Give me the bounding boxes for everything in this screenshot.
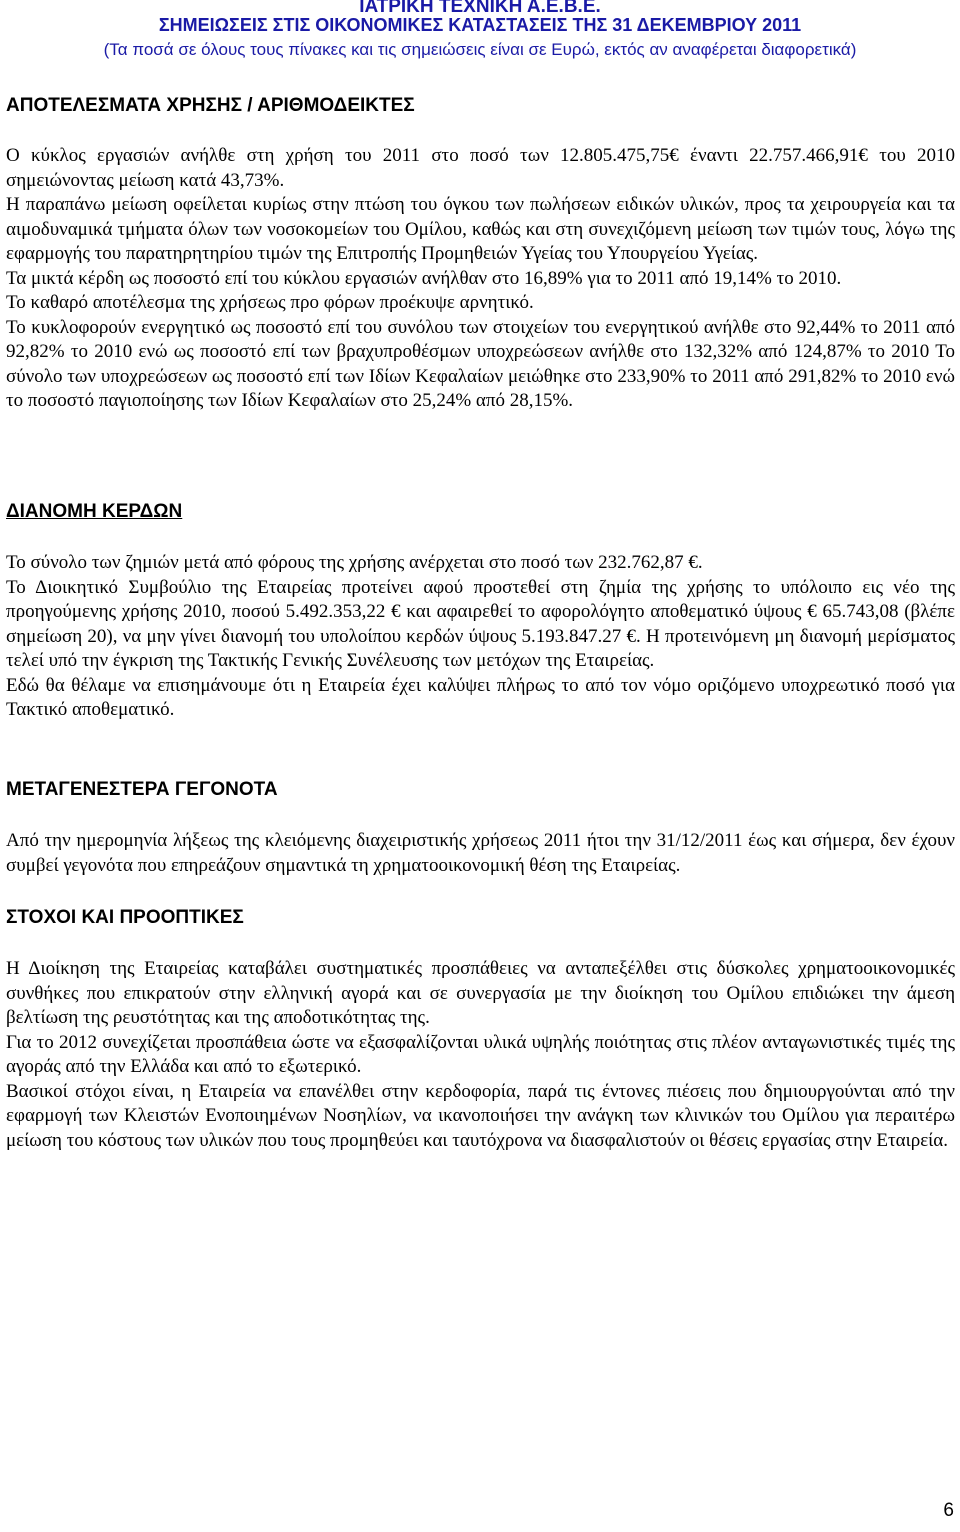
events-heading: ΜΕΤΑΓΕΝΕΣΤΕΡΑ ΓΕΓΟΝΟΤΑ: [6, 779, 278, 800]
page-number: 6: [943, 1500, 954, 1521]
dividends-paragraph-1: Το σύνολο των ζημιών μετά από φόρους της χρήσης ανέρχεται στο ποσό των 232.762,87 €.: [6, 552, 703, 573]
goals-paragraph-2: Για το 2012 συνεχίζεται προσπάθεια ώστε να εξασφαλίζονται υλικά υψηλής ποιότητας στις πλέον ανταγωνιστικές τιμές της αγοράς από την Ελλάδα και από το εξωτερικό.: [6, 1031, 955, 1077]
events-section: [6, 829, 955, 878]
results-paragraph-3: Τα μικτά κέρδη ως ποσοστό επί του κύκλου εργασιών ανήλθαν στο 16,89% για το 2011 από 19,14% το 2010.: [6, 267, 842, 289]
goals-heading: ΣΤΟΧΟΙ ΚΑΙ ΠΡΟΟΠΤΙΚΕΣ: [6, 907, 244, 928]
goals-section: [6, 957, 955, 1153]
dividends-heading: ΔΙΑΝΟΜΗ ΚΕΡΔΩΝ: [6, 501, 183, 522]
dividends-paragraph-3: Εδώ θα θέλαμε να επισημάνουμε ότι η Εταιρεία έχει καλύψει πλήρως το από τον νόμο οριζόμενο υποχρεωτικό ποσό για Τακτικό αποθεματικό.: [6, 674, 955, 720]
results-paragraph-2: Η παραπάνω μείωση οφείλεται κυρίως στην πτώση του όγκου των πωλήσεων ειδικών υλικών, προς τα χειρουργεία και τα αιμοδυναμικά τμήματα όλων των νοσοκομείων του Ομίλου, καθώς και στη συνεχιζόμενη μείωση των τιμών τους, λόγω της εφαρμογής του παρατηρητηρίου τιμών της Επιτροπής Προμηθειών Υγείας του Υπουργείου Υγείας.: [6, 194, 955, 264]
goals-paragraph-3: Βασικοί στόχοι είναι, η Εταιρεία να επανέλθει στην κερδοφορία, παρά τις έντονες πιέσεις που δημιουργούνται από την εφαρμογή των Κλειστών Ενοποιημένων Νοσηλίων, να ικανοποιήσει την ανάγκη των κλινικών του Ομίλου για περαιτέρω μείωση του κόστους των υλικών που τους προμηθεύει και ταυτόχρονα να διασφαλιστούν οι θέσεις εργασίας στην Εταιρεία.: [6, 1080, 955, 1151]
results-paragraph-5: Το κυκλοφορούν ενεργητικό ως ποσοστό επί του συνόλου των στοιχείων του ενεργητικού ανήλθε στο 92,44% το 2011 από 92,82% το 2010 ενώ ως ποσοστό επί των βραχυπροθέσμων υποχρεώσεων ανήλθε στο 132,32% από 124,87% το 2010 Το σύνολο των υποχρεώσεων ως ποσοστό επί των Ιδίων Κεφαλαίων μειώθηκε στο 233,90% το 2011 από 291,82% το 2010 ενώ το ποσοστό παγιοποίησης των Ιδίων Κεφαλαίων στο 25,24% από 28,15%.: [6, 316, 955, 411]
goals-paragraph-1: Η Διοίκηση της Εταιρείας καταβάλει συστηματικές προσπάθειες να ανταπεξέλθει στις δύσκολες χρηματοοικονομικές συνθήκες που επικρατούν στην ελληνική αγορά και σε συνεργασία με την διοίκηση του Ομίλου επιδιώκει την άμεση βελτίωση της ρευστότητας και της αποδοτικότητας της.: [6, 958, 955, 1028]
results-paragraph-1: Ο κύκλος εργασιών ανήλθε στη χρήση του 2011 στο ποσό των 12.805.475,75€ έναντι 22.757.466,91€ του 2010 σημειώνοντας μείωση κατά 43,73%.: [6, 145, 955, 191]
currency-note: (Τα ποσά σε όλους τους πίνακες και τις σημειώσεις είναι σε Ευρώ, εκτός αν αναφέρεται διαφορετικά): [103, 40, 857, 59]
results-section: [6, 144, 955, 414]
results-heading: ΑΠΟΤΕΛΕΣΜΑΤΑ ΧΡΗΣΗΣ / ΑΡΙΘΜΟΔΕΙΚΤΕΣ: [6, 95, 415, 116]
company-name: ΙΑΤΡΙΚΗ ΤΕΧΝΙΚΗ Α.Ε.Β.Ε.: [359, 0, 601, 17]
dividends-paragraph-2: Το Διοικητικό Συμβούλιο της Εταιρείας προτείνει αφού προστεθεί στη ζημία της χρήσης το υπόλοιπο εις νέο της προηγούμενης χρήσης 2010, ποσού 5.492.353,22 € και αφαιρεθεί το αφορολόγητο αποθεματικό ύψους € 65.743,08 (βλέπε σημείωση 20), να μην γίνει διανομή του υπολοίπου κερδών ύψους 5.193.847.27 €. Η προτεινόμενη μη διανομή μερίσματος τελεί υπό την έγκριση της Τακτικής Γενικής Συνέλευσης των μετόχων της Εταιρείας.: [6, 576, 955, 671]
dividends-section: [6, 551, 955, 723]
events-paragraph-1: Από την ημερομηνία λήξεως της κλειόμενης διαχειριστικής χρήσεως 2011 ήτοι την 31/12/2011 έως και σήμερα, δεν έχουν συμβεί γεγονότα που επηρεάζουν σημαντικά τη χρηματοοικονομική θέση της Εταιρείας.: [6, 830, 955, 876]
notes-title: ΣΗΜΕΙΩΣΕΙΣ ΣΤΙΣ ΟΙΚΟΝΟΜΙΚΕΣ ΚΑΤΑΣΤΑΣΕΙΣ ΤΗΣ 31 ΔΕΚΕΜΒΡΙΟΥ 2011: [158, 15, 802, 35]
results-paragraph-4: Το καθαρό αποτέλεσμα της χρήσεως προ φόρων προέκυψε αρνητικό.: [6, 292, 534, 313]
